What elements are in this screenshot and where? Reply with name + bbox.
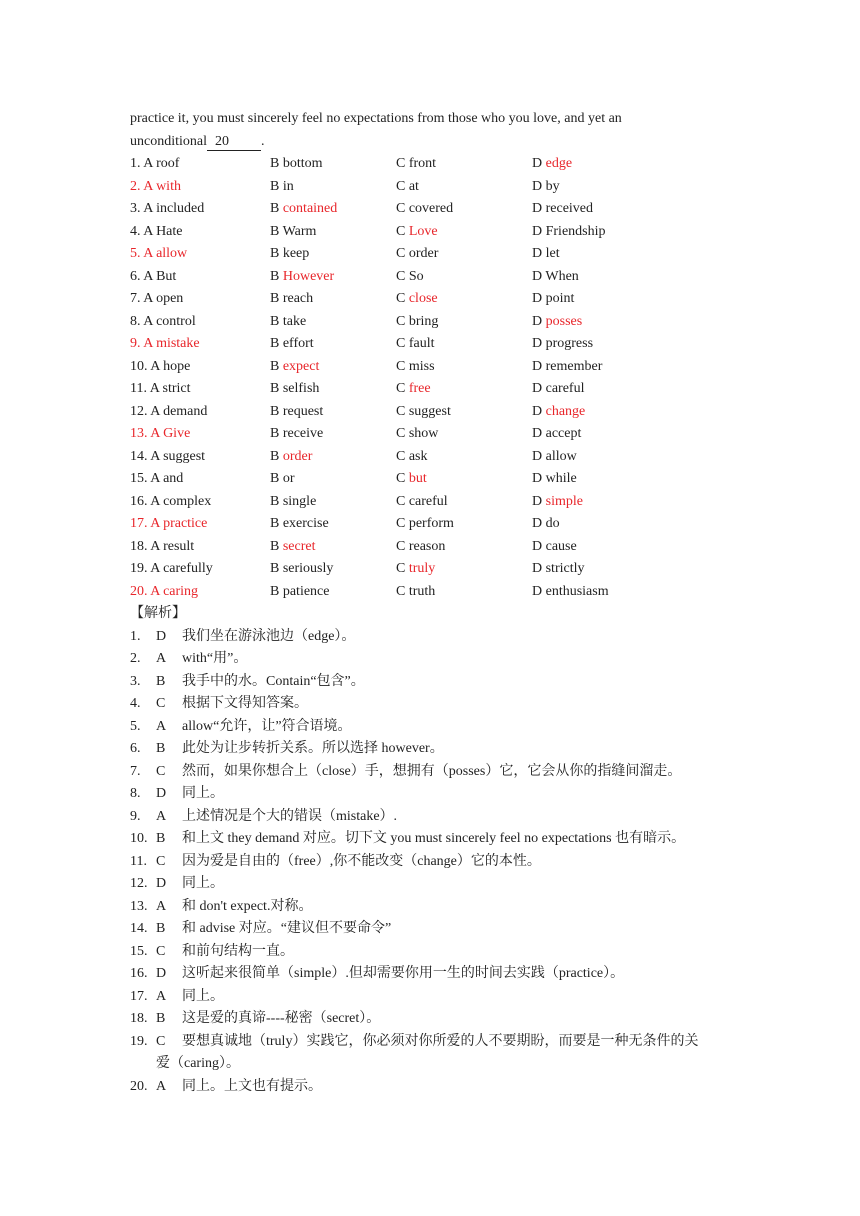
- option-a: 15. A and: [130, 471, 184, 486]
- option-a: [130, 243, 187, 266]
- option-a: 18. A result: [130, 538, 195, 554]
- analysis-item: [130, 761, 732, 784]
- analysis-number: 7.: [130, 763, 141, 779]
- analysis-item: [130, 626, 732, 649]
- option-b: B in: [270, 178, 294, 194]
- question-row: [130, 221, 732, 244]
- analysis-answer-letter: C: [156, 943, 166, 959]
- analysis-answer-letter: A: [156, 1078, 167, 1094]
- option-a: 16. A complex: [130, 493, 212, 509]
- option-a: 14. A suggest: [130, 448, 206, 464]
- analysis-item: [130, 806, 732, 829]
- option-d: D let: [532, 246, 560, 261]
- question-row: [130, 378, 732, 401]
- option-d: D change: [532, 403, 586, 419]
- option-c: C miss: [396, 358, 435, 374]
- option-b: B or: [270, 471, 295, 486]
- question-row: [130, 266, 732, 289]
- analysis-number: 15.: [130, 943, 148, 959]
- option-b: B request: [270, 403, 324, 419]
- answer-highlight: Love: [408, 223, 438, 239]
- analysis-text: 因为爱是自由的（free）,你不能改变（change）它的本性。: [182, 853, 541, 869]
- question-list: [130, 153, 732, 603]
- option-a: 1. A roof: [130, 156, 180, 171]
- analysis-number: 4.: [130, 696, 141, 711]
- question-row: [130, 243, 732, 266]
- answer-highlight: change: [545, 403, 586, 419]
- option-c: C front: [396, 156, 437, 171]
- option-c: C suggest: [396, 403, 451, 419]
- answer-highlight: secret: [282, 538, 316, 554]
- analysis-text: 同上。: [182, 988, 224, 1004]
- question-row: [130, 446, 732, 469]
- analysis-item: [130, 1031, 732, 1076]
- analysis-item: [130, 1076, 732, 1099]
- option-b: B effort: [270, 336, 314, 351]
- question-row: [130, 491, 732, 514]
- analysis-answer-letter: A: [156, 808, 167, 824]
- question-row: [130, 423, 732, 446]
- analysis-text: 和上文 they demand 对应。切下文 you must sincerely feel no expectations 也有暗示。: [182, 831, 686, 846]
- analysis-answer-letter: A: [156, 988, 167, 1004]
- option-c: C perform: [396, 516, 454, 531]
- question-row: [130, 468, 732, 491]
- option-c: C close: [396, 291, 438, 306]
- answer-highlight: truly: [408, 561, 436, 576]
- analysis-text: 此处为让步转折关系。所以选择 however。: [182, 741, 444, 756]
- analysis-item: [130, 873, 732, 896]
- option-b: B reach: [270, 291, 314, 306]
- option-c: C order: [396, 246, 439, 261]
- option-d: D progress: [532, 336, 594, 351]
- option-c: C show: [396, 426, 439, 441]
- option-b: B receive: [270, 426, 324, 441]
- answer-highlight: expect: [282, 358, 320, 374]
- option-b: B Warm: [270, 223, 317, 239]
- question-row: [130, 558, 732, 581]
- answer-highlight: simple: [545, 493, 583, 509]
- analysis-text: allow“允许，让”符合语境。: [182, 718, 352, 734]
- option-d: D by: [532, 178, 560, 194]
- analysis-text: 和前句结构一直。: [182, 943, 294, 959]
- option-c: C bring: [396, 313, 439, 329]
- option-d: D accept: [532, 426, 582, 441]
- analysis-number: 1.: [130, 628, 141, 644]
- question-row: [130, 356, 732, 379]
- question-row: [130, 333, 732, 356]
- answer-highlight: posses: [545, 313, 583, 329]
- passage-line-1: practice it, you must sincerely feel no expectations from those who you love, and yet an: [130, 111, 622, 126]
- analysis-answer-letter: B: [156, 741, 166, 756]
- analysis-answer-letter: B: [156, 1011, 166, 1026]
- option-a: 12. A demand: [130, 403, 208, 419]
- option-d: D do: [532, 516, 560, 531]
- analysis-item: [130, 851, 732, 874]
- option-c: C truly: [396, 561, 436, 576]
- analysis-item: [130, 716, 732, 739]
- option-b: B take: [270, 313, 307, 329]
- analysis-number: 20.: [130, 1078, 148, 1094]
- option-c: C but: [396, 471, 427, 486]
- document-page: [130, 108, 732, 1098]
- analysis-answer-letter: C: [156, 1033, 166, 1049]
- question-row: [130, 311, 732, 334]
- analysis-text: 上述情况是个大的错误（mistake）.: [182, 808, 398, 824]
- analysis-text: 根据下文得知答案。: [182, 696, 308, 711]
- option-a: [130, 333, 200, 356]
- analysis-answer-letter: C: [156, 763, 166, 779]
- analysis-number: 16.: [130, 966, 148, 981]
- analysis-text: 同上。: [182, 876, 224, 891]
- option-b: B bottom: [270, 156, 323, 171]
- question-row: [130, 513, 732, 536]
- analysis-item: [130, 918, 732, 941]
- passage-line-2: [130, 131, 732, 154]
- analysis-answer-letter: D: [156, 786, 167, 801]
- analysis-answer-letter: B: [156, 921, 166, 936]
- option-c: C So: [396, 268, 424, 284]
- analysis-number: 3.: [130, 673, 141, 689]
- option-b: B exercise: [270, 516, 329, 531]
- question-row: [130, 198, 732, 221]
- answer-highlight: 17. A practice: [130, 516, 208, 531]
- option-d: D cause: [532, 538, 577, 554]
- analysis-text: 我手中的水。Contain“包含”。: [182, 673, 365, 689]
- option-d: D careful: [532, 381, 585, 396]
- analysis-item: [130, 963, 732, 986]
- analysis-header: 【解析】: [130, 606, 186, 621]
- analysis-item: [130, 671, 732, 694]
- option-c: C careful: [396, 493, 448, 509]
- question-row: [130, 536, 732, 559]
- question-row: [130, 288, 732, 311]
- answer-highlight: but: [408, 471, 427, 486]
- analysis-number: 17.: [130, 988, 148, 1004]
- analysis-number: 13.: [130, 898, 148, 914]
- option-a: [130, 423, 190, 446]
- analysis-item: [130, 783, 732, 806]
- option-d: D strictly: [532, 561, 585, 576]
- answer-highlight: 13. A Give: [130, 426, 191, 441]
- option-a: 6. A But: [130, 268, 177, 284]
- analysis-answer-letter: D: [156, 966, 167, 981]
- analysis-list: [130, 626, 732, 1099]
- option-d: D When: [532, 268, 579, 284]
- option-b: B selfish: [270, 381, 320, 396]
- analysis-answer-letter: D: [156, 628, 167, 644]
- analysis-answer-letter: D: [156, 876, 167, 891]
- option-d: D allow: [532, 448, 577, 464]
- analysis-answer-letter: B: [156, 831, 166, 846]
- analysis-item: [130, 828, 732, 851]
- answer-highlight: 9. A mistake: [130, 336, 200, 351]
- analysis-number: 8.: [130, 786, 141, 801]
- analysis-answer-letter: C: [156, 696, 166, 711]
- option-d: D simple: [532, 493, 583, 509]
- analysis-text: 同上。上文也有提示。: [182, 1078, 322, 1094]
- answer-highlight: 20. A caring: [130, 583, 199, 599]
- option-b: B contained: [270, 201, 338, 216]
- answer-highlight: 5. A allow: [130, 246, 188, 261]
- analysis-item: [130, 1008, 732, 1031]
- analysis-answer-letter: A: [156, 898, 167, 914]
- option-d: D remember: [532, 358, 603, 374]
- analysis-answer-letter: B: [156, 673, 166, 689]
- option-b: B However: [270, 268, 335, 284]
- option-a: [130, 513, 207, 536]
- question-row: [130, 153, 732, 176]
- option-b: B patience: [270, 583, 330, 599]
- option-d: D posses: [532, 313, 583, 329]
- option-b: B order: [270, 448, 313, 464]
- option-b: B keep: [270, 246, 310, 261]
- analysis-answer-letter: C: [156, 853, 166, 869]
- question-row: [130, 176, 732, 199]
- answer-highlight: order: [282, 448, 313, 464]
- passage-line-2-prefix: unconditional: [130, 133, 207, 149]
- analysis-item: [130, 738, 732, 761]
- analysis-item: [130, 986, 732, 1009]
- analysis-answer-letter: A: [156, 718, 167, 734]
- analysis-number: 10.: [130, 831, 148, 846]
- option-c: C truth: [396, 583, 436, 599]
- analysis-text: 这听起来很简单（simple）.但却需要你用一生的时间去实践（practice）。: [182, 966, 625, 981]
- analysis-text: 我们坐在游泳池边（edge）。: [182, 628, 356, 644]
- answer-highlight: 2. A with: [130, 178, 181, 194]
- option-b: B seriously: [270, 561, 334, 576]
- analysis-text: 和 advise 对应。“建议但不要命令”: [182, 921, 392, 936]
- option-a: 8. A control: [130, 313, 196, 329]
- option-d: D enthusiasm: [532, 583, 609, 599]
- option-c: C reason: [396, 538, 446, 554]
- analysis-text: with“用”。: [182, 651, 248, 666]
- analysis-text: 然而，如果你想合上（close）手，想拥有（posses）它，它会从你的指缝间溜走。: [182, 763, 682, 779]
- passage-line-2-suffix: .: [261, 133, 265, 149]
- option-a: 7. A open: [130, 291, 184, 306]
- option-c: C at: [396, 178, 419, 194]
- blank-20: 20: [207, 134, 261, 151]
- option-b: B single: [270, 493, 317, 509]
- analysis-number: 5.: [130, 718, 141, 734]
- analysis-item: [130, 648, 732, 671]
- answer-highlight: free: [408, 381, 431, 396]
- analysis-item: [130, 896, 732, 919]
- analysis-number: 19.: [130, 1033, 148, 1049]
- analysis-answer-letter: A: [156, 651, 167, 666]
- analysis-number: 9.: [130, 808, 141, 824]
- option-d: D while: [532, 471, 577, 486]
- analysis-number: 2.: [130, 651, 141, 666]
- option-a: 10. A hope: [130, 358, 191, 374]
- option-c: C covered: [396, 201, 454, 216]
- option-d: D point: [532, 291, 575, 306]
- analysis-number: 12.: [130, 876, 148, 891]
- analysis-item: [130, 693, 732, 716]
- option-c: C free: [396, 381, 431, 396]
- option-a: 11. A strict: [130, 381, 191, 396]
- analysis-number: 18.: [130, 1011, 148, 1026]
- question-row: [130, 581, 732, 604]
- analysis-text: 同上。: [182, 786, 224, 801]
- option-d: D Friendship: [532, 223, 606, 239]
- option-c: C fault: [396, 336, 435, 351]
- answer-highlight: contained: [282, 201, 338, 216]
- analysis-text: 和 don't expect.对称。: [182, 898, 313, 914]
- answer-highlight: close: [408, 291, 438, 306]
- option-a: 3. A included: [130, 201, 205, 216]
- answer-highlight: However: [282, 268, 335, 284]
- answer-highlight: edge: [545, 156, 573, 171]
- analysis-text: 这是爱的真谛----秘密（secret）。: [182, 1011, 381, 1026]
- analysis-text: 要想真诚地（truly）实践它，你必须对你所爱的人不要期盼，而要是一种无条件的关: [182, 1033, 699, 1049]
- option-a: 4. A Hate: [130, 223, 183, 239]
- option-d: D received: [532, 201, 594, 216]
- question-row: [130, 401, 732, 424]
- analysis-text-continued: 爱（caring）。: [156, 1056, 240, 1071]
- analysis-number: 11.: [130, 853, 147, 869]
- option-a: 19. A carefully: [130, 561, 213, 576]
- analysis-number: 6.: [130, 741, 141, 756]
- option-a: [130, 176, 181, 199]
- option-c: C Love: [396, 223, 438, 239]
- analysis-number: 14.: [130, 921, 148, 936]
- option-a: [130, 581, 198, 604]
- option-b: B expect: [270, 358, 320, 374]
- option-b: B secret: [270, 538, 316, 554]
- analysis-item: [130, 941, 732, 964]
- option-d: D edge: [532, 156, 573, 171]
- option-c: C ask: [396, 448, 428, 464]
